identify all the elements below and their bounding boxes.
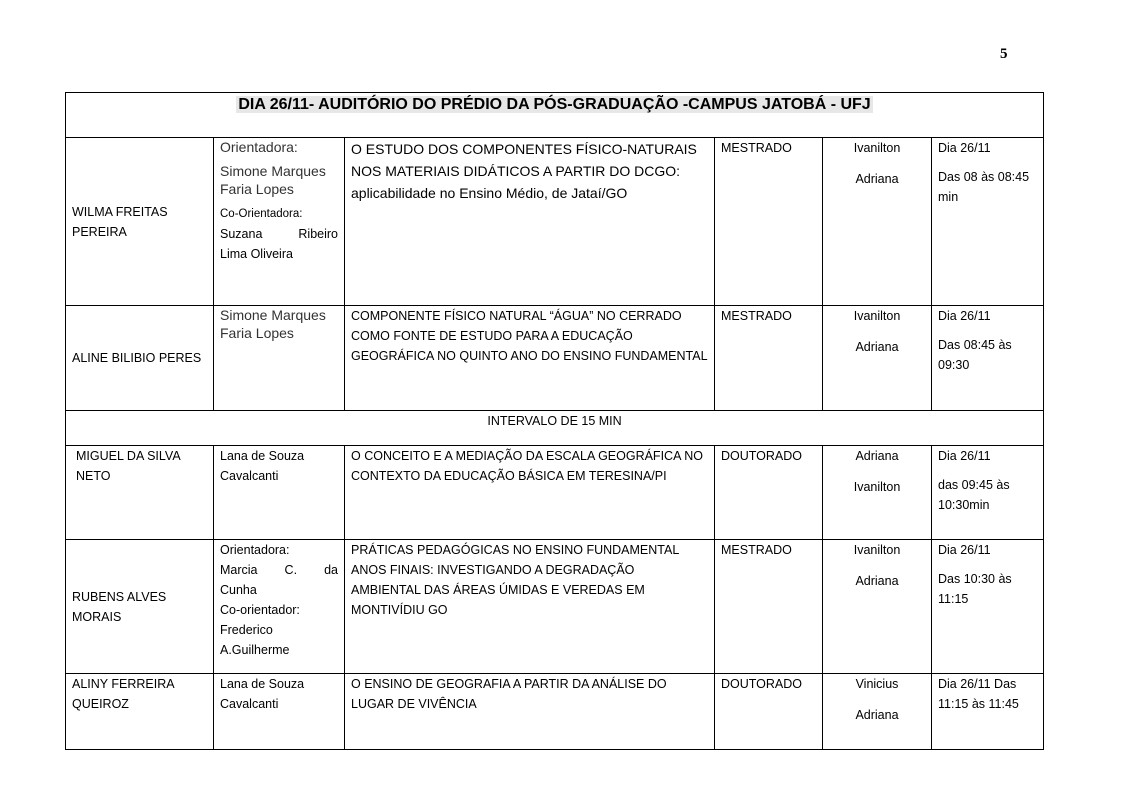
- date-cell: [932, 674, 1044, 750]
- examiner-name: Adriana: [855, 340, 899, 354]
- table-row: [66, 540, 1044, 674]
- thesis-title-line: aplicabilidade no Ensino Médio, de Jataí/GO: [351, 185, 628, 201]
- date-cell: [932, 446, 1044, 540]
- advisor-name: Lana de Souza Cavalcanti: [220, 449, 305, 483]
- thesis-title-line: NOS MATERIAIS DIDÁTICOS A PARTIR DO DCGO:: [351, 163, 681, 179]
- thesis-title-line: COMPONENTE FÍSICO NATURAL “ÁGUA” NO CERRADO: [351, 309, 682, 323]
- examiner-name: Vinicius: [855, 677, 899, 691]
- schedule-table: [65, 92, 1044, 750]
- table-row: [66, 306, 1044, 411]
- co-advisor-label: Co-orientador:: [220, 603, 300, 617]
- thesis-title-cell: [345, 674, 715, 750]
- break-label: INTERVALO DE 15 MIN: [66, 411, 1044, 446]
- degree-level: MESTRADO: [715, 540, 823, 674]
- advisor-label: Orientadora:: [220, 139, 298, 155]
- thesis-title-line: GEOGRÁFICA NO QUINTO ANO DO ENSINO FUNDAMENTAL: [351, 349, 708, 363]
- date-text: Dia 26/11: [938, 309, 991, 323]
- time-text: Das 08:45 às 09:30: [938, 338, 1012, 372]
- date-text: Dia 26/11 Das: [938, 677, 1017, 691]
- examiners-cell: [823, 138, 932, 306]
- degree-level: MESTRADO: [715, 306, 823, 411]
- advisor-cell: [214, 446, 345, 540]
- co-advisor-name: Suzana Ribeiro: [220, 227, 338, 241]
- examiner-name: Adriana: [855, 574, 899, 588]
- examiner-name: Adriana: [855, 172, 899, 186]
- advisor-cell: [214, 540, 345, 674]
- time-text: das 09:45 às 10:30min: [938, 478, 1010, 512]
- time-text: 11:15 às 11:45: [938, 697, 1019, 711]
- advisor-label: Orientadora:: [220, 543, 290, 557]
- examiner-name: Adriana: [855, 708, 899, 722]
- examiners-cell: [823, 674, 932, 750]
- time-text: Das 10:30 às 11:15: [938, 572, 1012, 606]
- degree-level: MESTRADO: [715, 138, 823, 306]
- thesis-title-line: ANOS FINAIS: INVESTIGANDO A DEGRADAÇÃO: [351, 563, 635, 577]
- schedule-title: DIA 26/11- AUDITÓRIO DO PRÉDIO DA PÓS-GRADUAÇÃO -CAMPUS JATOBÁ - UFJ: [66, 93, 1044, 138]
- table-row: [66, 138, 1044, 306]
- table-row: [66, 674, 1044, 750]
- thesis-title-cell: [345, 446, 715, 540]
- table-row: [66, 446, 1044, 540]
- degree-level: DOUTORADO: [715, 674, 823, 750]
- co-advisor-name: A.Guilherme: [220, 643, 290, 657]
- table-header-row: [66, 93, 1044, 138]
- thesis-title-line: AMBIENTAL DAS ÁREAS ÚMIDAS E VEREDAS EM: [351, 583, 645, 597]
- advisor-cell: [214, 138, 345, 306]
- examiners-cell: [823, 446, 932, 540]
- advisor-cell: [214, 306, 345, 411]
- advisor-name: Lana de Souza Cavalcanti: [220, 677, 305, 711]
- examiners-cell: [823, 306, 932, 411]
- advisor-name: Marcia C. da: [220, 563, 338, 577]
- co-advisor-name: Frederico: [220, 623, 273, 637]
- thesis-title-line: PRÁTICAS PEDAGÓGICAS NO ENSINO FUNDAMENTAL: [351, 543, 680, 557]
- advisor-name: Simone Marques Faria Lopes: [220, 163, 326, 197]
- thesis-title-cell: [345, 540, 715, 674]
- thesis-title-cell: [345, 306, 715, 411]
- student-name: ALINY FERREIRA QUEIROZ: [66, 674, 214, 750]
- student-name: ALINE BILIBIO PERES: [66, 306, 214, 411]
- page-number: 5: [1000, 46, 1008, 62]
- break-row: [66, 411, 1044, 446]
- date-cell: [932, 540, 1044, 674]
- advisor-name: Cunha: [220, 583, 257, 597]
- co-advisor-name: Lima Oliveira: [220, 247, 293, 261]
- thesis-title-cell: [345, 138, 715, 306]
- examiners-cell: [823, 540, 932, 674]
- examiner-name: Ivanilton: [853, 543, 901, 557]
- date-text: Dia 26/11: [938, 449, 991, 463]
- thesis-title-line: COMO FONTE DE ESTUDO PARA A EDUCAÇÃO: [351, 329, 633, 343]
- time-text: Das 08 às 08:45 min: [938, 170, 1030, 204]
- student-name: RUBENS ALVES MORAIS: [66, 540, 214, 674]
- examiner-name: Ivanilton: [853, 309, 901, 323]
- degree-level: DOUTORADO: [715, 446, 823, 540]
- thesis-title-line: LUGAR DE VIVÊNCIA: [351, 697, 477, 711]
- examiner-name: Adriana: [855, 449, 899, 463]
- thesis-title-line: O ESTUDO DOS COMPONENTES FÍSICO-NATURAIS: [351, 141, 697, 157]
- examiner-name: Ivanilton: [853, 141, 901, 155]
- date-text: Dia 26/11: [938, 141, 991, 155]
- advisor-name: Simone Marques Faria Lopes: [220, 307, 326, 341]
- date-cell: [932, 138, 1044, 306]
- student-name: MIGUEL DA SILVA NETO: [66, 446, 214, 540]
- thesis-title-line: O CONCEITO E A MEDIAÇÃO DA ESCALA GEOGRÁFICA NO: [351, 449, 703, 463]
- examiner-name: Ivanilton: [853, 480, 901, 494]
- date-text: Dia 26/11: [938, 543, 991, 557]
- thesis-title-line: CONTEXTO DA EDUCAÇÃO BÁSICA EM TERESINA/PI: [351, 469, 667, 483]
- advisor-cell: [214, 674, 345, 750]
- date-cell: [932, 306, 1044, 411]
- student-name: WILMA FREITAS PEREIRA: [66, 138, 214, 306]
- thesis-title-line: O ENSINO DE GEOGRAFIA A PARTIR DA ANÁLISE DO: [351, 677, 667, 691]
- co-advisor-label: Co-Orientadora:: [220, 208, 303, 220]
- thesis-title-line: MONTIVÍDIU GO: [351, 603, 448, 617]
